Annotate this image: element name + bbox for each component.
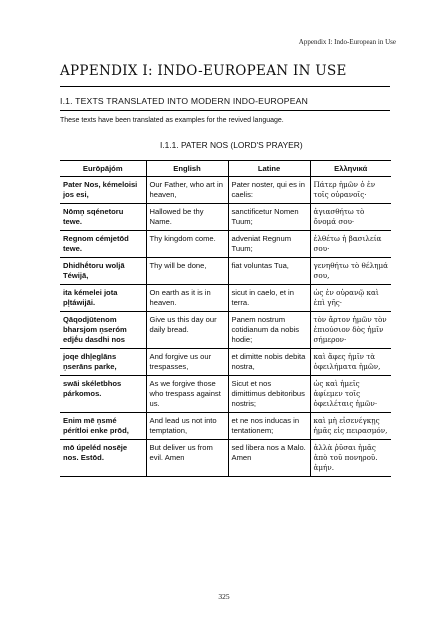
- table-row: [60, 258, 391, 285]
- latin-cell: et ne nos inducas in tentationem;: [228, 413, 310, 440]
- latin-cell: sanctificetur Nomen Tuum;: [228, 204, 310, 231]
- latin-cell: Pater noster, qui es in caelis:: [228, 177, 310, 204]
- latin-cell: fiat voluntas Tua,: [228, 258, 310, 285]
- greek-cell: ἁγιασθήτω τὸ ὄνομά σου·: [310, 204, 391, 231]
- subsection-title: I.1.1. PATER NOS (LORD'S PRAYER): [160, 140, 303, 150]
- table-row: [60, 285, 391, 312]
- pie-cell: Pater Nos, kémeloisi jos esi,: [60, 177, 146, 204]
- header-english: English: [146, 161, 228, 177]
- greek-cell: τὸν ἄρτον ἡμῶν τὸν ἐπιούσιον δὸς ἡμῖν σήμερον·: [310, 312, 391, 349]
- pie-cell: mō úpeléd nosēje nos. Estōd.: [60, 440, 146, 477]
- chapter-rule: [60, 86, 390, 87]
- english-cell: Give us this day our daily bread.: [146, 312, 228, 349]
- english-cell: Thy kingdom come.: [146, 231, 228, 258]
- greek-cell: ὡς καὶ ἡμεῖς ἀφίεμεν τοῖς ὀφειλέταις ἡμῶν·: [310, 376, 391, 413]
- greek-cell: Πάτερ ἡμῶν ὁ ἐν τοῖς οὐρανοῖς·: [310, 177, 391, 204]
- table-row: [60, 231, 391, 258]
- greek-cell: καὶ ἄφες ἡμῖν τὰ ὀφειλήματα ἡμῶν,: [310, 349, 391, 376]
- pie-cell: Enim mē n̥smé pérítloi enke prōd,: [60, 413, 146, 440]
- latin-cell: Panem nostrum cotidianum da nobis hodie;: [228, 312, 310, 349]
- chapter-title: APPENDIX I: INDO-EUROPEAN IN USE: [60, 63, 347, 79]
- pie-cell: ita kémelei jota pl̥táwijāi.: [60, 285, 146, 312]
- table-row: [60, 204, 391, 231]
- header-greek: Ελληνικά: [310, 161, 391, 177]
- greek-cell: γενηθήτω τὸ θέλημά σου,: [310, 258, 391, 285]
- pie-cell: joqe dhl̥eglāns n̥serāns parke,: [60, 349, 146, 376]
- pie-cell: Dhidhḗtoru woljā Téwijā,: [60, 258, 146, 285]
- greek-cell: καὶ μὴ εἰσενέγκῃς ἡμᾶς εἰς πειρασμόν,: [310, 413, 391, 440]
- table-row: [60, 177, 391, 204]
- pie-cell: Nōmn̥ sqénetoru tewe.: [60, 204, 146, 231]
- section-rule: [60, 110, 390, 111]
- latin-cell: sicut in caelo, et in terra.: [228, 285, 310, 312]
- latin-cell: sed libera nos a Malo. Amen: [228, 440, 310, 477]
- latin-cell: Sicut et nos dimittimus debitoribus nostris;: [228, 376, 310, 413]
- table-row: [60, 440, 391, 477]
- table-row: [60, 349, 391, 376]
- section-title: I.1. TEXTS TRANSLATED INTO MODERN INDO-EUROPEAN: [60, 96, 308, 106]
- table-row: [60, 312, 391, 349]
- header-latine: Latine: [228, 161, 310, 177]
- english-cell: Our Father, who art in heaven,: [146, 177, 228, 204]
- pie-cell: Regnom cémjetōd tewe.: [60, 231, 146, 258]
- pie-cell: Qāqodjūtenom bharsjom n̥seróm edjḗu dasdhi nos: [60, 312, 146, 349]
- intro-text: These texts have been translated as examples for the revived language.: [60, 117, 284, 124]
- english-cell: Hallowed be thy Name.: [146, 204, 228, 231]
- table-row: [60, 376, 391, 413]
- greek-cell: ἀλλὰ ῥῦσαι ἡμᾶς ἀπὸ τοῦ πονηροῦ. ἀμήν.: [310, 440, 391, 477]
- english-cell: But deliver us from evil. Amen: [146, 440, 228, 477]
- greek-cell: ἐλθέτω ἡ βασιλεία σου·: [310, 231, 391, 258]
- table-header-row: [60, 161, 391, 177]
- table-row: [60, 413, 391, 440]
- english-cell: And lead us not into temptation,: [146, 413, 228, 440]
- english-cell: On earth as it is in heaven.: [146, 285, 228, 312]
- translation-table: [60, 160, 391, 477]
- english-cell: As we forgive those who trespass against us.: [146, 376, 228, 413]
- greek-cell: ὡς ἐν οὐρανῷ καὶ ἐπὶ γῆς·: [310, 285, 391, 312]
- latin-cell: adveniat Regnum Tuum;: [228, 231, 310, 258]
- latin-cell: et dimitte nobis debita nostra,: [228, 349, 310, 376]
- header-europajom: Eurōpājóm: [60, 161, 146, 177]
- page-number: 325: [218, 592, 230, 601]
- running-head: Appendix I: Indo-European in Use: [298, 38, 396, 46]
- english-cell: Thy will be done,: [146, 258, 228, 285]
- english-cell: And forgive us our trespasses,: [146, 349, 228, 376]
- pie-cell: swāi skéletbhos párkomos.: [60, 376, 146, 413]
